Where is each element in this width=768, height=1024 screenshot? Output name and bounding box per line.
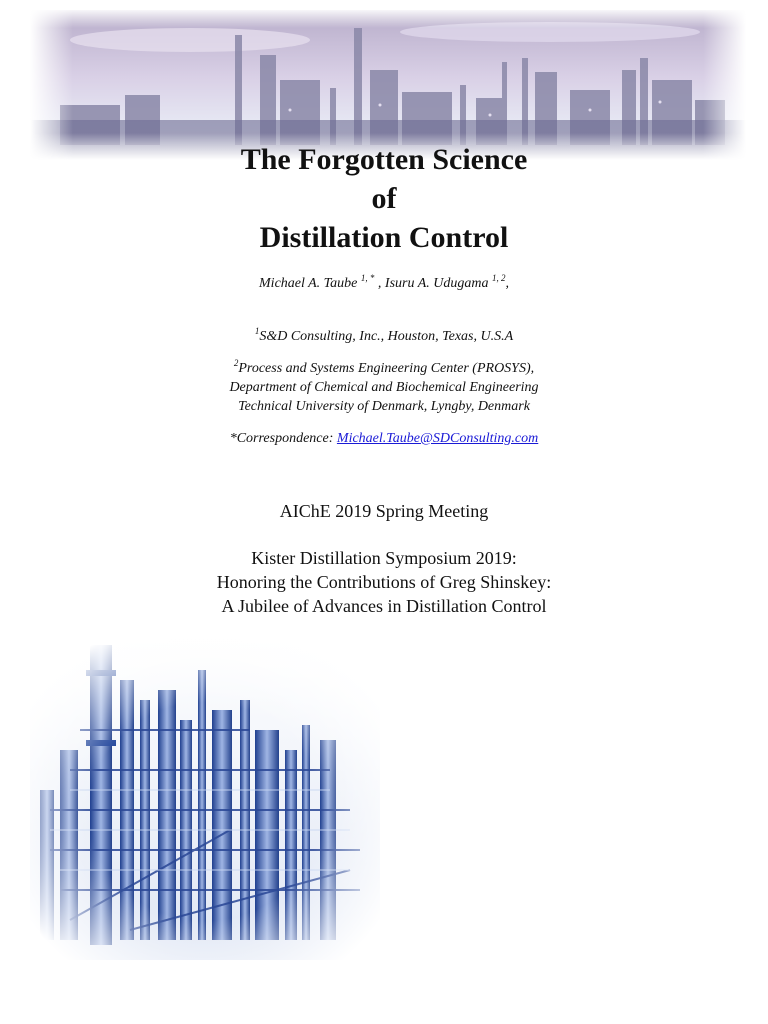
affiliation-2-mark: 2 bbox=[233, 358, 239, 368]
symposium-line-3: A Jubilee of Advances in Distillation Control bbox=[221, 596, 547, 616]
distillation-plant-image bbox=[30, 630, 380, 960]
affiliation-2-line-1-text: Process and Systems Engineering Center (PROSYS), bbox=[238, 361, 535, 376]
correspondence-label: *Correspondence: bbox=[229, 431, 337, 446]
title-line-3: Distillation Control bbox=[259, 221, 509, 254]
symposium-line-2: Honoring the Contributions of Greg Shinskey: bbox=[216, 572, 552, 592]
author-list-trailing: , bbox=[505, 276, 509, 291]
affiliation-1-mark: 1 bbox=[254, 326, 260, 336]
correspondence-email-link[interactable]: Michael.Taube@SDConsulting.com bbox=[336, 431, 539, 446]
affiliation-1 bbox=[0, 327, 768, 346]
symposium-info bbox=[0, 546, 768, 618]
affiliation-2-line-3: Technical University of Denmark, Lyngby, Denmark bbox=[238, 399, 530, 414]
author-1-affiliation-mark: 1, * bbox=[360, 273, 375, 283]
affiliation-1-text: S&D Consulting, Inc., Houston, Texas, U.S.A bbox=[259, 329, 514, 344]
author-list bbox=[0, 273, 768, 292]
author-2-name: Isuru A. Udugama bbox=[384, 276, 489, 291]
refinery-banner-image bbox=[30, 10, 746, 160]
affiliation-2-line-1 bbox=[0, 359, 768, 378]
affiliation-2 bbox=[0, 359, 768, 416]
symposium-line-1: Kister Distillation Symposium 2019: bbox=[251, 548, 517, 568]
author-separator: , bbox=[374, 276, 385, 291]
title-block bbox=[0, 140, 768, 257]
correspondence bbox=[0, 429, 768, 448]
affiliation-2-line-2: Department of Chemical and Biochemical Engineering bbox=[229, 380, 539, 395]
title-line-1: The Forgotten Science bbox=[240, 143, 528, 176]
title-line-2: of bbox=[371, 182, 397, 215]
author-2-affiliation-mark: 1, 2 bbox=[491, 273, 506, 283]
meeting-name: AIChE 2019 Spring Meeting bbox=[279, 501, 489, 521]
author-1-name: Michael A. Taube bbox=[259, 276, 358, 291]
